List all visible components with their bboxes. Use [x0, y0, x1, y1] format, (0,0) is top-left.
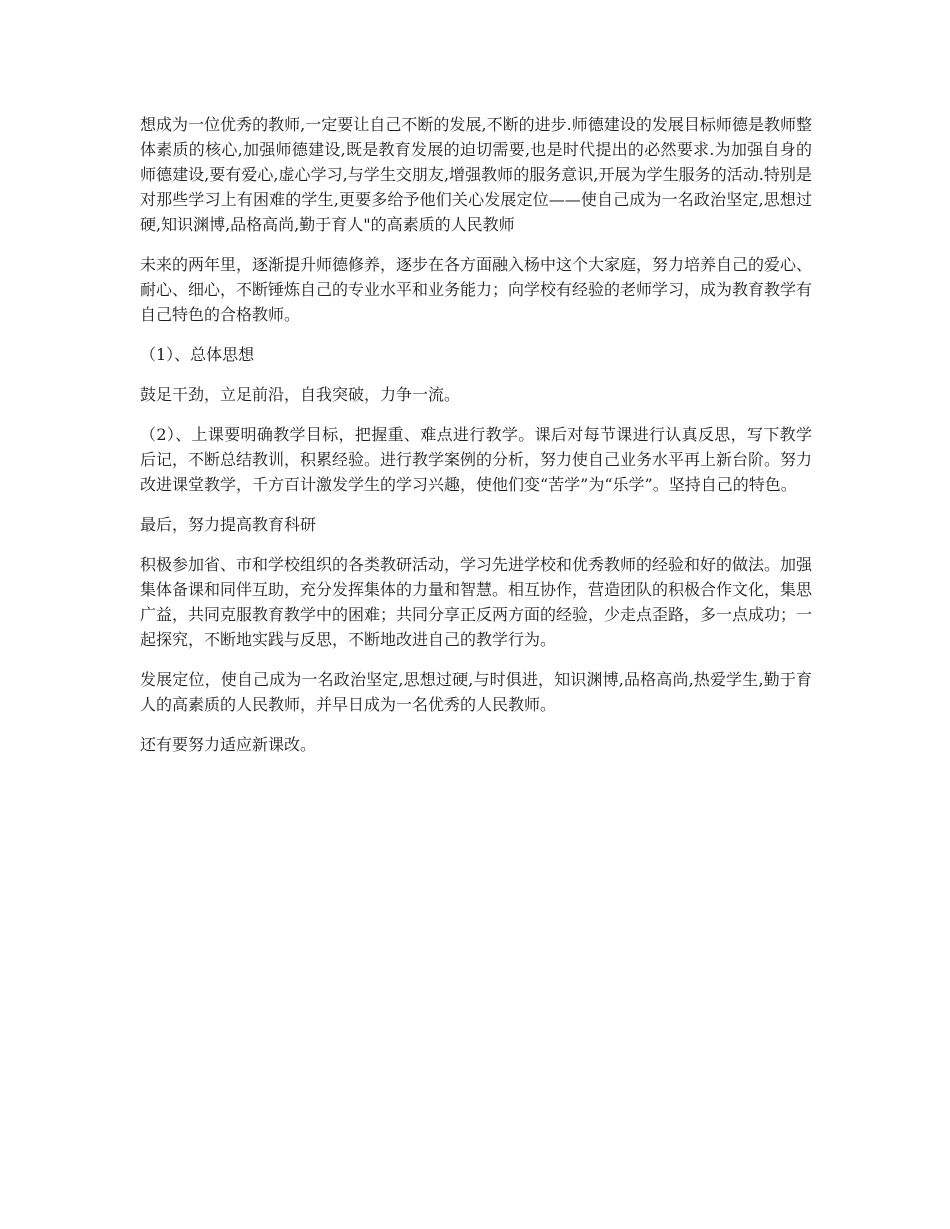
- paragraph-development-positioning: 发展定位，使自己成为一名政治坚定,思想过硬,与时俱进，知识渊博,品格高尚,热爱学生,勤于育人的高素质的人民教师，并早日成为一名优秀的人民教师。: [140, 670, 812, 714]
- paragraph-heading-overall-idea: （1）、总体思想: [140, 345, 255, 364]
- paragraph-two-year-plan: 未来的两年里，逐渐提升师德修养，逐步在各方面融入杨中这个大家庭，努力培养自己的爱心、耐心、细心，不断锤炼自己的专业水平和业务能力；向学校有经验的老师学习，成为教育教学有自己特色的合格教师。: [140, 255, 813, 324]
- document-body: [140, 112, 812, 772]
- paragraph-heading-research: 最后，努力提高教育科研: [140, 515, 317, 534]
- paragraph-motto: 鼓足干劲，立足前沿，自我突破，力争一流。: [140, 385, 461, 404]
- paragraph-new-curriculum: 还有要努力适应新课改。: [140, 735, 317, 754]
- paragraph-intro: 想成为一位优秀的教师,一定要让自己不断的发展,不断的进步.师德建设的发展目标师德是教师整体素质的核心,加强师德建设,既是教育发展的迫切需要,也是时代提出的必然要求.为加强自身的师德建设,要有爱心,虚心学习,与学生交朋友,增强教师的服务意识,开展为学生服务的活动.特别是对那些学习上有困难的学生,更要多给予他们关心发展定位——使自己成为一名政治坚定,思想过硬,知识渊博,品格高尚,勤于育人"的高素质的人民教师: [140, 115, 812, 234]
- paragraph-research-activities: 积极参加省、市和学校组织的各类教研活动，学习先进学校和优秀教师的经验和好的做法。加强集体备课和同伴互助，充分发挥集体的力量和智慧。相互协作，营造团队的积极合作文化，集思广益，共同克服教育教学中的困难；共同分享正反两方面的经验，少走点歪路，多一点成功；一起探究，不断地实践与反思，不断地改进自己的教学行为。: [140, 555, 813, 649]
- paragraph-teaching-goals: （2）、上课要明确教学目标，把握重、难点进行教学。课后对每节课进行认真反思，写下教学后记，不断总结教训，积累经验。进行教学案例的分析，努力使自己业务水平再上新台阶。努力改进课堂教学，千方百计激发学生的学习兴趣，使他们变“苦学”为“乐学”。坚持自己的特色。: [140, 425, 813, 494]
